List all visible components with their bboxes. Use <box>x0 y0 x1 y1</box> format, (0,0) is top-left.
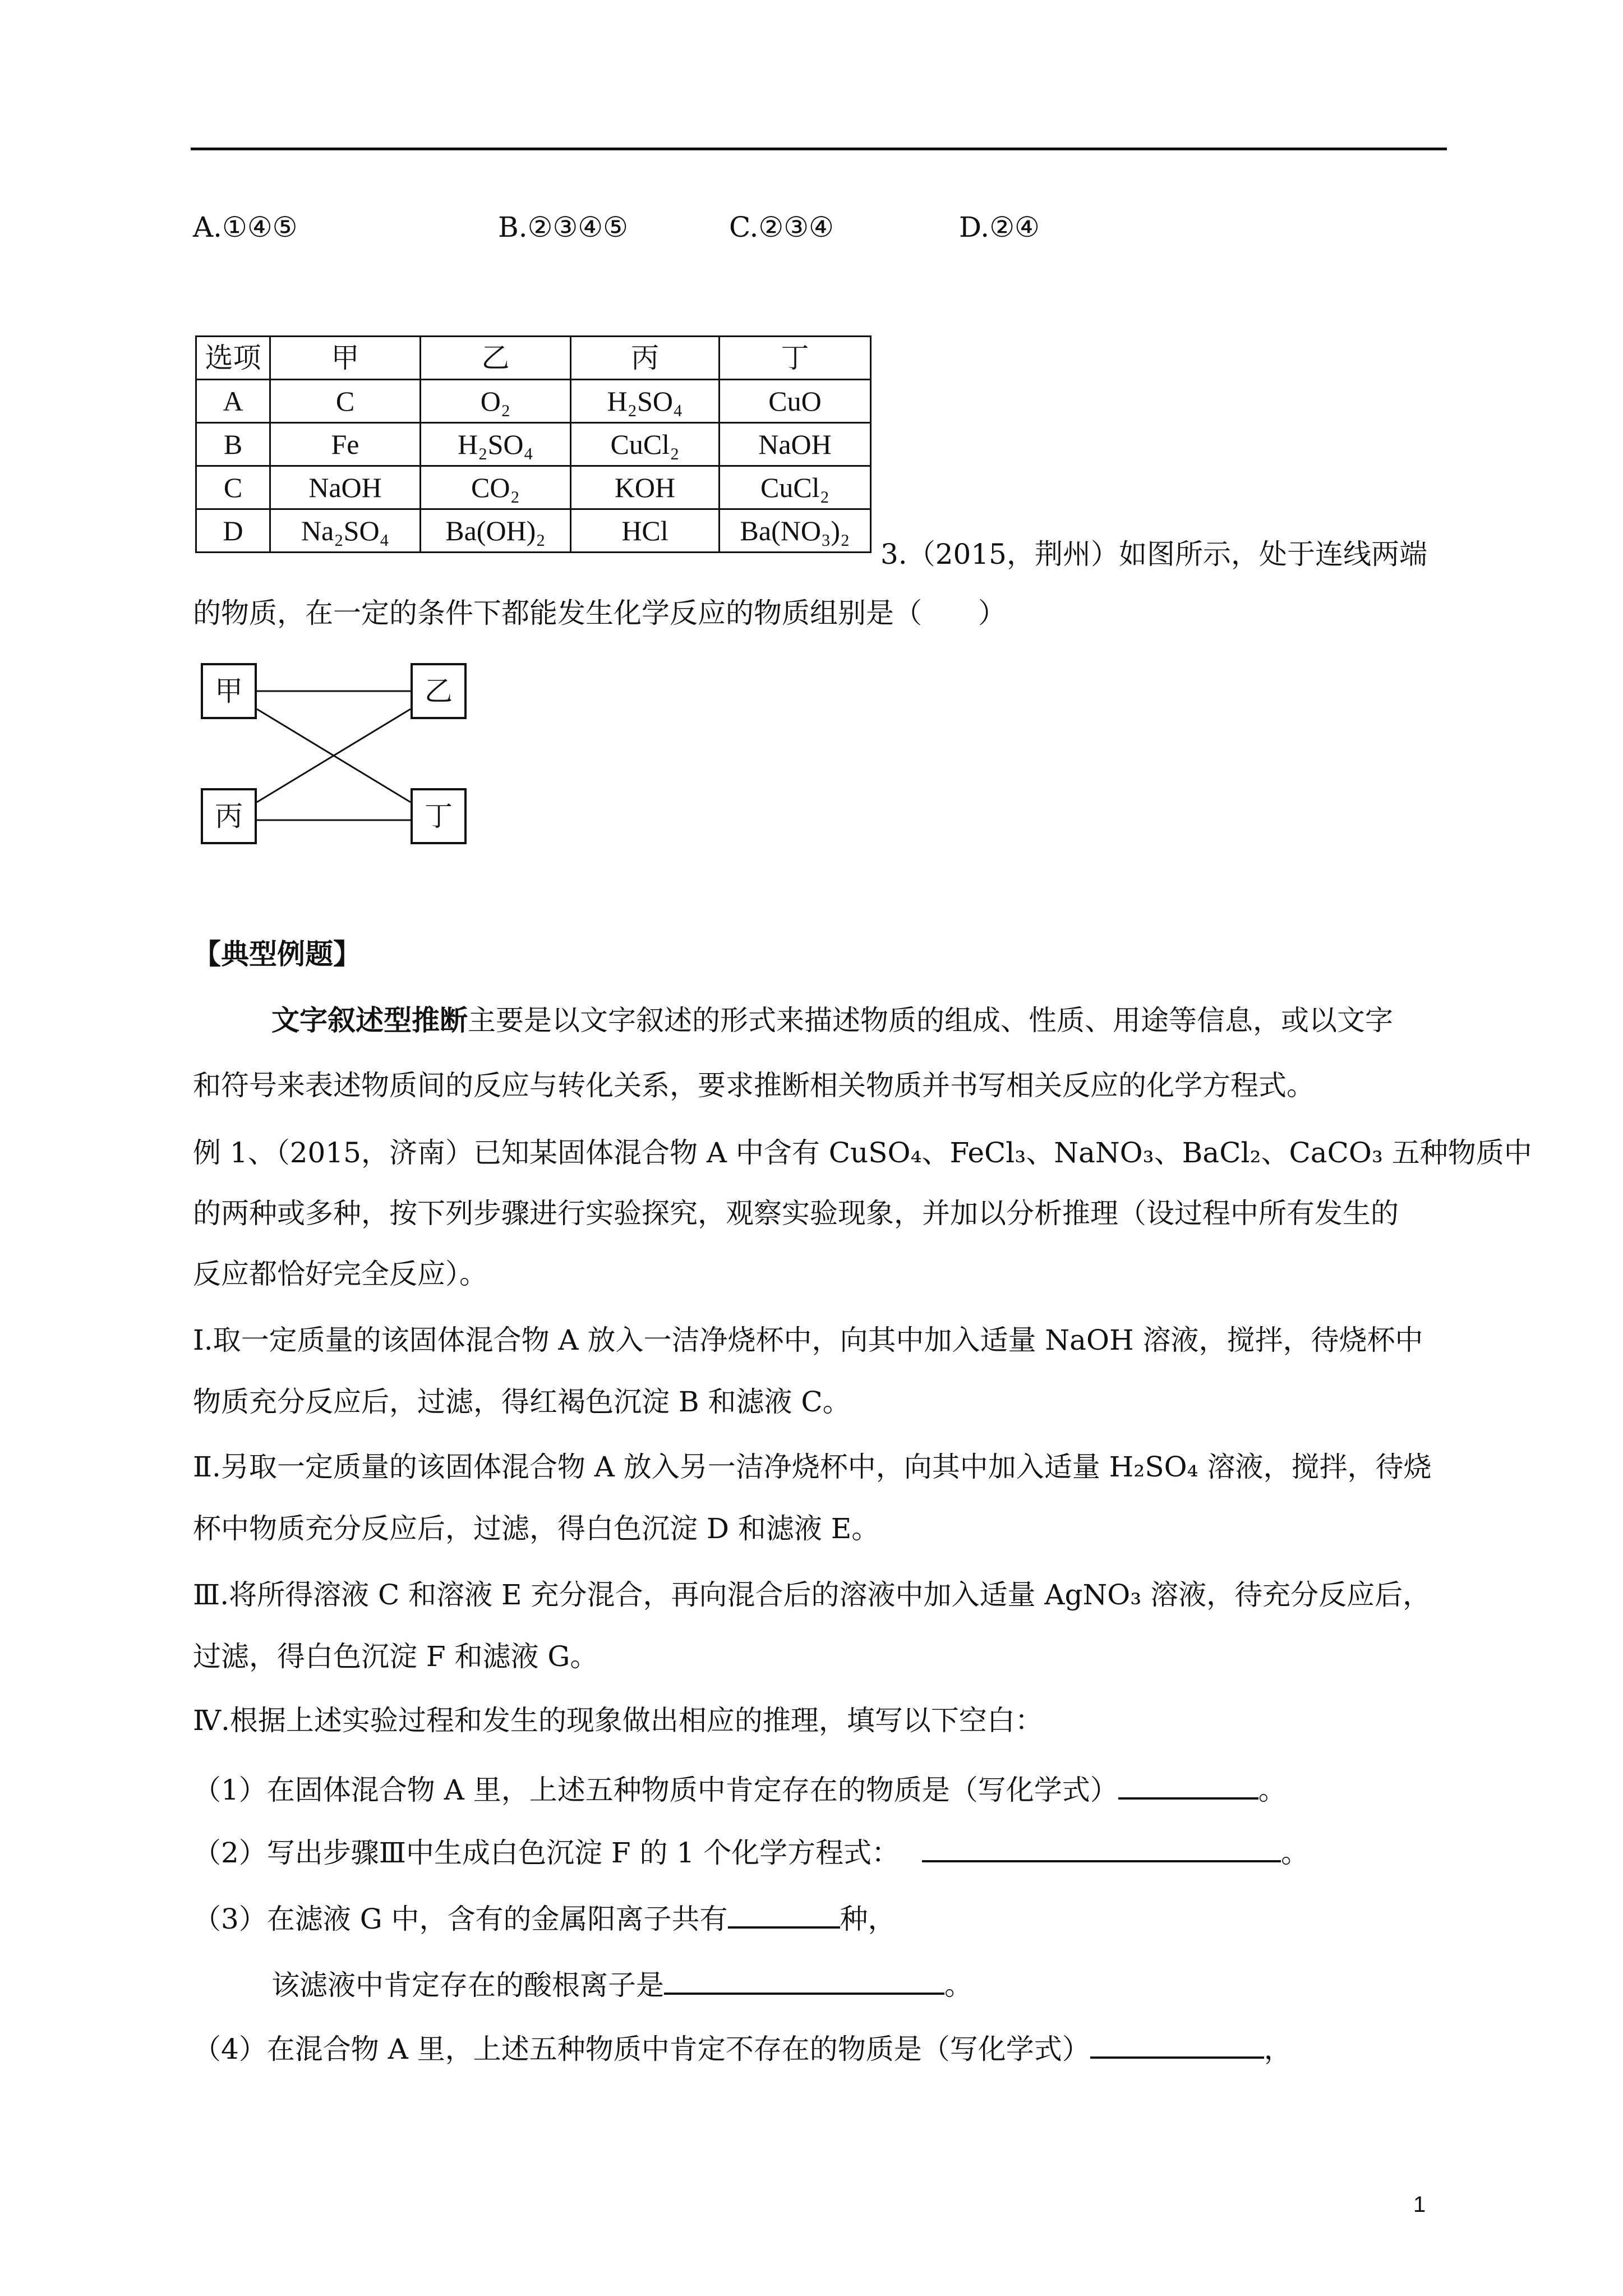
section-title: 【典型例题】 <box>193 937 361 970</box>
answer-blank-1[interactable] <box>1118 1772 1258 1800</box>
answer-blank-2[interactable] <box>922 1834 1281 1862</box>
table-cell: CO₂ <box>421 466 571 509</box>
table-cell: CuCl₂ <box>720 466 871 509</box>
table-cell: CuO <box>720 380 871 423</box>
table-header-cell: 甲 <box>270 337 421 380</box>
table-cell: A <box>196 380 270 423</box>
diagram-box-jia: 甲 <box>201 663 257 719</box>
diagram-box-yi: 乙 <box>411 663 467 719</box>
example-1-line-3: 反应都恰好完全反应）。 <box>193 1258 487 1290</box>
table-cell: H₂SO₄ <box>421 423 571 466</box>
question-3-line-2: 的物质，在一定的条件下都能发生化学反应的物质组别是（ ） <box>193 597 1006 629</box>
table-cell: C <box>270 380 421 423</box>
step-3-line-2: 过滤，得白色沉淀 F 和滤液 G。 <box>193 1640 598 1673</box>
question-1-end: 。 <box>1258 1774 1287 1806</box>
table-cell: B <box>196 423 270 466</box>
step-2-line-2: 杯中物质充分反应后，过滤，得白色沉淀 D 和滤液 E。 <box>193 1512 880 1545</box>
question-3b-end: 。 <box>944 1969 972 2001</box>
option-c: C.②③④ <box>729 211 834 243</box>
table-cell: Fe <box>270 423 421 466</box>
answer-blank-3b[interactable] <box>664 1967 944 1995</box>
question-4-text: （4）在混合物 A 里，上述五种物质中肯定不存在的物质是（写化学式） <box>193 2033 1090 2065</box>
option-a: A.①④⑤ <box>193 211 298 243</box>
table-cell: O₂ <box>421 380 571 423</box>
table-cell: CuCl₂ <box>571 423 720 466</box>
question-2 <box>193 1834 1455 1867</box>
table-cell: Ba(NO₃)₂ <box>720 509 871 553</box>
table-cell: Na₂SO₄ <box>270 509 421 553</box>
option-b: B.②③④⑤ <box>498 211 628 243</box>
table-cell: D <box>196 509 270 553</box>
table-cell: HCl <box>571 509 720 553</box>
intro-keyword: 文字叙述型推断 <box>271 1004 468 1037</box>
diagram-box-ding: 丁 <box>411 788 467 844</box>
table-header-cell: 丙 <box>571 337 720 380</box>
question-3b-text: 该滤液中肯定存在的酸根离子是 <box>271 1969 664 2001</box>
table-cell: Ba(OH)₂ <box>421 509 571 553</box>
question-1 <box>193 1772 1455 1804</box>
option-d: D.②④ <box>959 211 1040 243</box>
table-header-cell: 丁 <box>720 337 871 380</box>
intro-line-1-rest: 主要是以文字叙述的形式来描述物质的组成、性质、用途等信息，或以文字 <box>468 1004 1393 1037</box>
intro-line-1 <box>271 1004 1533 1037</box>
table-cell: NaOH <box>720 423 871 466</box>
table-cell: KOH <box>571 466 720 509</box>
intro-line-2: 和符号来表述物质间的反应与转化关系，要求推断相关物质并书写相关反应的化学方程式。 <box>193 1069 1315 1102</box>
table-header-cell: 选项 <box>196 337 270 380</box>
answer-blank-4[interactable] <box>1090 2031 1264 2059</box>
example-1-line-2: 的两种或多种，按下列步骤进行实验探究，观察实验现象，并加以分析推理（设过程中所有发生的 <box>193 1197 1399 1230</box>
step-2-line-1: Ⅱ.另取一定质量的该固体混合物 A 放入另一洁净烧杯中，向其中加入适量 H₂SO₄ 溶液，搅拌，待烧 <box>193 1451 1432 1483</box>
diagram-box-bing: 丙 <box>201 788 257 844</box>
example-1-line-1: 例 1、（2015，济南）已知某固体混合物 A 中含有 CuSO₄、FeCl₃、NaNO₃、BaCl₂、CaCO₃ 五种物质中 <box>193 1137 1532 1169</box>
step-1-line-2: 物质充分反应后，过滤，得红褐色沉淀 B 和滤液 C。 <box>193 1386 851 1418</box>
question-2-end: 。 <box>1281 1837 1310 1869</box>
step-1-line-1: Ⅰ.取一定质量的该固体混合物 A 放入一洁净烧杯中，向其中加入适量 NaOH 溶液，搅拌，待烧杯中 <box>193 1324 1423 1356</box>
table-header-cell: 乙 <box>421 337 571 380</box>
question-3b <box>271 1967 1533 1999</box>
question-3a <box>193 1901 1455 1933</box>
question-2-text: （2）写出步骤Ⅲ中生成白色沉淀 F 的 1 个化学方程式： <box>193 1837 900 1869</box>
table-cell: H₂SO₄ <box>571 380 720 423</box>
step-3-line-1: Ⅲ.将所得溶液 C 和溶液 E 充分混合，再向混合后的溶液中加入适量 AgNO₃ 溶液，待充分反应后， <box>193 1579 1431 1611</box>
table-cell: NaOH <box>270 466 421 509</box>
question-3a-end: 种， <box>840 1903 896 1935</box>
question-1-text: （1）在固体混合物 A 里，上述五种物质中肯定存在的物质是（写化学式） <box>193 1774 1118 1806</box>
question-4-end: ， <box>1264 2033 1292 2065</box>
question-3a-text: （3）在滤液 G 中，含有的金属阳离子共有 <box>193 1903 728 1935</box>
question-4 <box>193 2031 1455 2063</box>
step-4: Ⅳ.根据上述实验过程和发生的现象做出相应的推理，填写以下空白： <box>193 1704 1043 1737</box>
table-cell: C <box>196 466 270 509</box>
answer-blank-3a[interactable] <box>728 1901 840 1929</box>
question-3-line-1: 3.（2015，荆州）如图所示，处于连线两端 <box>880 538 1427 570</box>
page-number: 1 <box>1413 2192 1426 2217</box>
